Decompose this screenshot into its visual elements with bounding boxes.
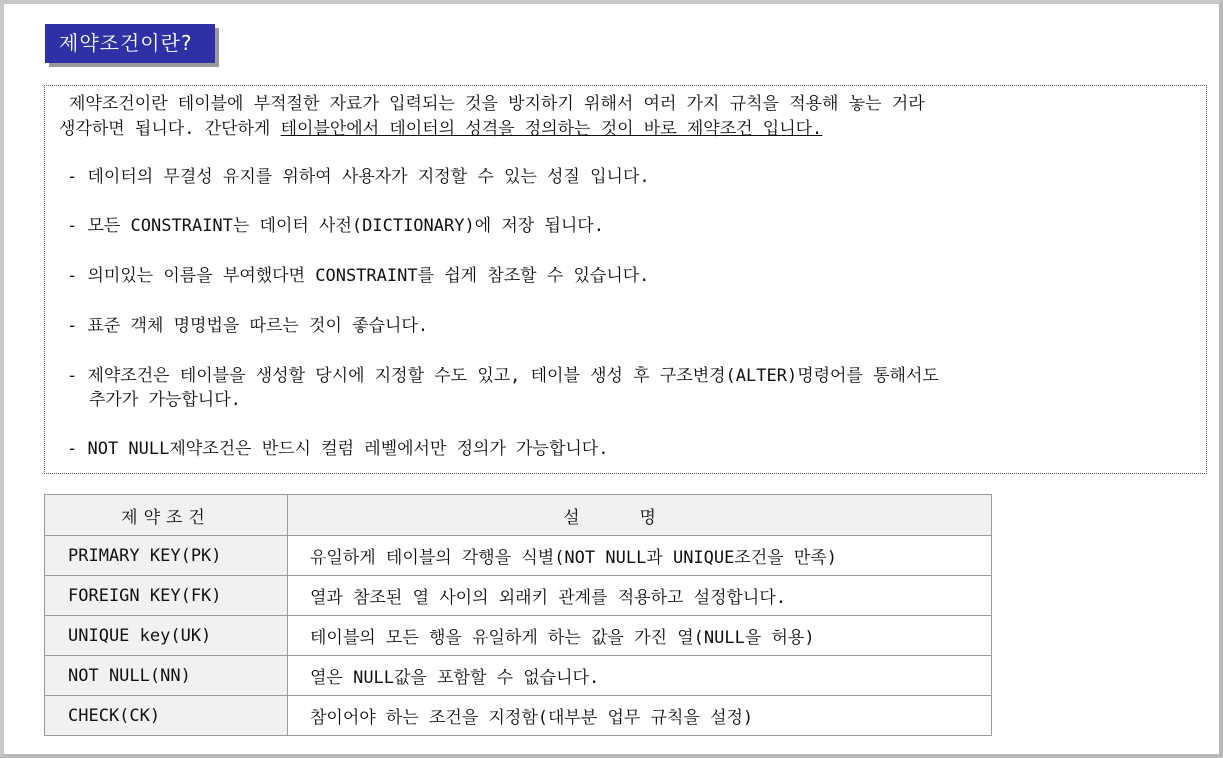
- description-box: [44, 85, 1207, 474]
- bullet-item: [67, 214, 1167, 238]
- bullet-text: - NOT NULL제약조건은 반드시 컬럼 레벨에서만 정의가 가능합니다.: [67, 439, 609, 459]
- constraint-name: FOREIGN KEY(FK): [45, 576, 288, 616]
- bullet-text: - 데이터의 무결성 유지를 위하여 사용자가 지정할 수 있는 성질 입니다.: [67, 167, 650, 187]
- intro-line-2: 생각하면 됩니다. 간단하게: [59, 119, 281, 139]
- bullet-continuation: 추가가 가능합니다.: [89, 390, 241, 410]
- constraint-description: 열과 참조된 열 사이의 외래키 관계를 적용하고 설정합니다.: [288, 576, 992, 616]
- table-row: [45, 696, 992, 736]
- table-header-row: [45, 495, 992, 536]
- header-constraint: 제약조건: [45, 495, 288, 536]
- bullet-item: [67, 165, 1167, 189]
- table-row: [45, 616, 992, 656]
- bullet-text: - 표준 객체 명명법을 따르는 것이 좋습니다.: [67, 316, 429, 336]
- constraint-name: NOT NULL(NN): [45, 656, 288, 696]
- constraint-description: 테이블의 모든 행을 유일하게 하는 값을 가진 열(NULL을 허용): [288, 616, 992, 656]
- bullet-text: - 의미있는 이름을 부여했다면 CONSTRAINT를 쉽게 참조할 수 있습니다.: [67, 266, 650, 286]
- bullet-item: [67, 264, 1167, 288]
- table-row: [45, 576, 992, 616]
- bullet-item: [67, 437, 1167, 461]
- intro-line-2-underlined: 테이블안에서 데이터의 성격을 정의하는 것이 바로 제약조건 입니다.: [280, 119, 823, 139]
- page-title: 제약조건이란?: [45, 24, 215, 63]
- constraints-table: [44, 494, 992, 736]
- table-row: [45, 656, 992, 696]
- constraint-description: 참이어야 하는 조건을 지정함(대부분 업무 규칙을 설정): [288, 696, 992, 736]
- intro-line-1: 제약조건이란 테이블에 부적절한 자료가 입력되는 것을 방지하기 위해서 여러 가지 규칙을 적용해 놓는 거라: [69, 94, 925, 114]
- intro-paragraph: [59, 92, 1179, 142]
- header-description: 설명: [288, 495, 992, 536]
- constraint-description: 유일하게 테이블의 각행을 식별(NOT NULL과 UNIQUE조건을 만족): [288, 536, 992, 576]
- bullet-text: - 모든 CONSTRAINT는 데이터 사전(DICTIONARY)에 저장 됩니다.: [67, 216, 604, 236]
- bullet-item: [67, 314, 1167, 338]
- bullet-item: [67, 364, 1167, 412]
- constraint-name: CHECK(CK): [45, 696, 288, 736]
- bullet-text: - 제약조건은 테이블을 생성할 당시에 지정할 수도 있고, 테이블 생성 후 구조변경(ALTER)명령어를 통해서도: [67, 366, 939, 386]
- constraint-name: PRIMARY KEY(PK): [45, 536, 288, 576]
- constraint-description: 열은 NULL값을 포함할 수 없습니다.: [288, 656, 992, 696]
- table-row: [45, 536, 992, 576]
- constraint-name: UNIQUE key(UK): [45, 616, 288, 656]
